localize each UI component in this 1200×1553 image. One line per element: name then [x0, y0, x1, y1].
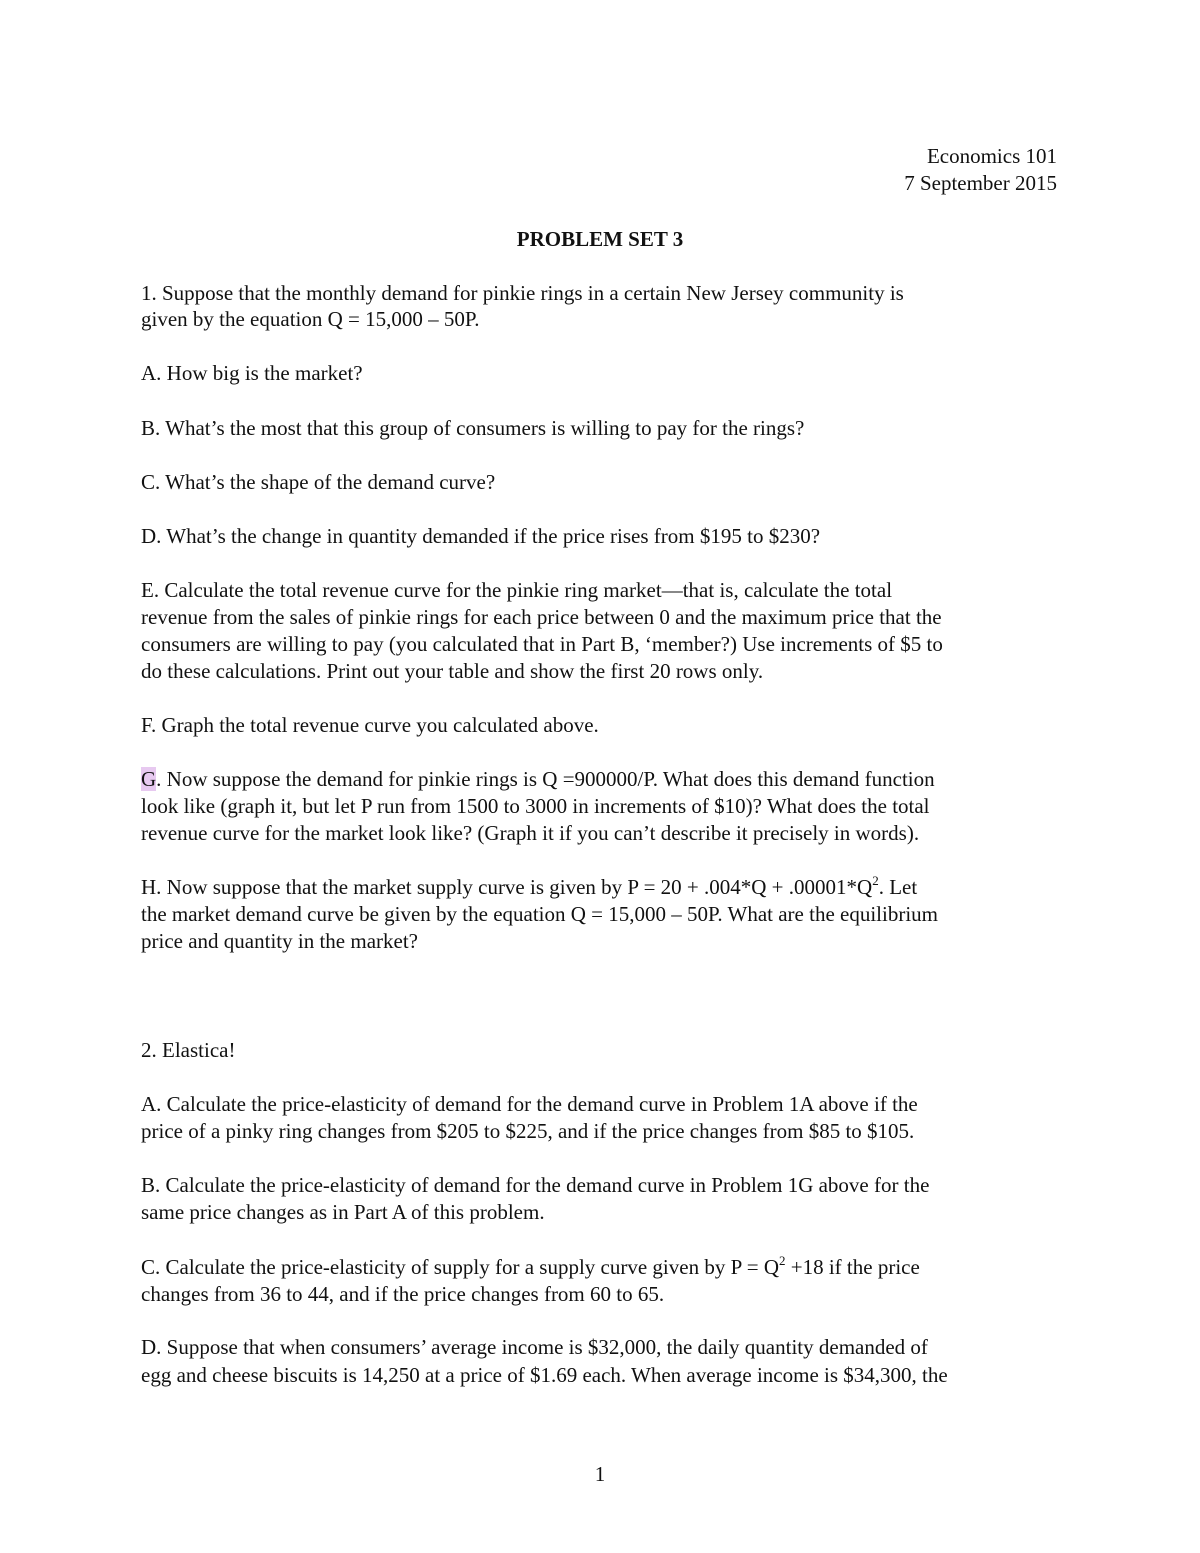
course-name: Economics 101 [926, 144, 1057, 168]
problem-2-part-d-line-1: D. Suppose that when consumers’ average income is $32,000, the daily quantity demanded of [141, 1335, 928, 1359]
problem-1-intro-line-1: 1. Suppose that the monthly demand for pinkie rings in a certain New Jersey community is [141, 281, 904, 305]
problem-2-part-d-line-2: egg and cheese biscuits is 14,250 at a price of $1.69 each. When average income is $34,300, the [141, 1363, 948, 1387]
supply-equation-text: H. Now suppose that the market supply curve is given by P = 20 + .004*Q + .00001*Q [141, 875, 873, 899]
problem-1-part-h-line-1 [141, 873, 918, 899]
problem-1-part-d: D. What’s the change in quantity demanded if the price rises from $195 to $230? [141, 524, 821, 548]
document-date: 7 September 2015 [904, 171, 1057, 195]
problem-1-part-g-line-1 [141, 769, 935, 790]
problem-1-part-h-line-3: price and quantity in the market? [141, 929, 418, 953]
supply-curve-tail: +18 if the price [785, 1255, 920, 1279]
problem-1-part-f: F. Graph the total revenue curve you calculated above. [141, 713, 599, 737]
problem-1-part-g-text: . Now suppose the demand for pinkie rings is Q =900000/P. What does this demand function [156, 767, 935, 791]
problem-1-part-e-line-3: consumers are willing to pay (you calculated that in Part B, ‘member?) Use increments of $5 to [141, 632, 943, 656]
problem-2-part-a-line-2: price of a pinky ring changes from $205 to $225, and if the price changes from $85 to $105. [141, 1119, 915, 1143]
page-number: 1 [594, 1462, 606, 1486]
problem-1-part-e-line-2: revenue from the sales of pinkie rings for each price between 0 and the maximum price that the [141, 605, 942, 629]
problem-2-part-b-line-1: B. Calculate the price-elasticity of demand for the demand curve in Problem 1G above for the [141, 1173, 930, 1197]
supply-exponent: 2 [872, 873, 879, 888]
problem-2-intro: 2. Elastica! [141, 1038, 236, 1062]
problem-2-part-b-line-2: same price changes as in Part A of this problem. [141, 1200, 545, 1224]
problem-1-part-g-line-3: revenue curve for the market look like? (Graph it if you can’t describe it precisely in words). [141, 821, 920, 845]
problem-1-part-c: C. What’s the shape of the demand curve? [141, 470, 496, 494]
problem-1-part-e-line-4: do these calculations. Print out your table and show the first 20 rows only. [141, 659, 764, 683]
supply-equation-tail: . Let [878, 875, 918, 899]
problem-2-part-c-line-1 [141, 1253, 920, 1279]
problem-1-part-e-line-1: E. Calculate the total revenue curve for the pinkie ring market—that is, calculate the total [141, 578, 893, 602]
supply-curve-exponent: 2 [779, 1253, 786, 1268]
problem-1-part-h-line-2: the market demand curve be given by the equation Q = 15,000 – 50P. What are the equilibrium [141, 902, 938, 926]
supply-curve-text: C. Calculate the price-elasticity of supply for a supply curve given by P = Q [141, 1255, 779, 1279]
page-title: PROBLEM SET 3 [516, 227, 684, 251]
problem-1-part-a: A. How big is the market? [141, 361, 363, 385]
problem-2-part-c-line-2: changes from 36 to 44, and if the price changes from 60 to 65. [141, 1282, 665, 1306]
problem-2-part-a-line-1: A. Calculate the price-elasticity of demand for the demand curve in Problem 1A above if the [141, 1092, 918, 1116]
problem-1-part-g-line-2: look like (graph it, but let P run from 1500 to 3000 in increments of $10)? What does the total [141, 794, 930, 818]
problem-1-part-b: B. What’s the most that this group of consumers is willing to pay for the rings? [141, 416, 805, 440]
highlighted-part-label: G [141, 767, 157, 791]
problem-1-intro-line-2: given by the equation Q = 15,000 – 50P. [141, 307, 480, 331]
